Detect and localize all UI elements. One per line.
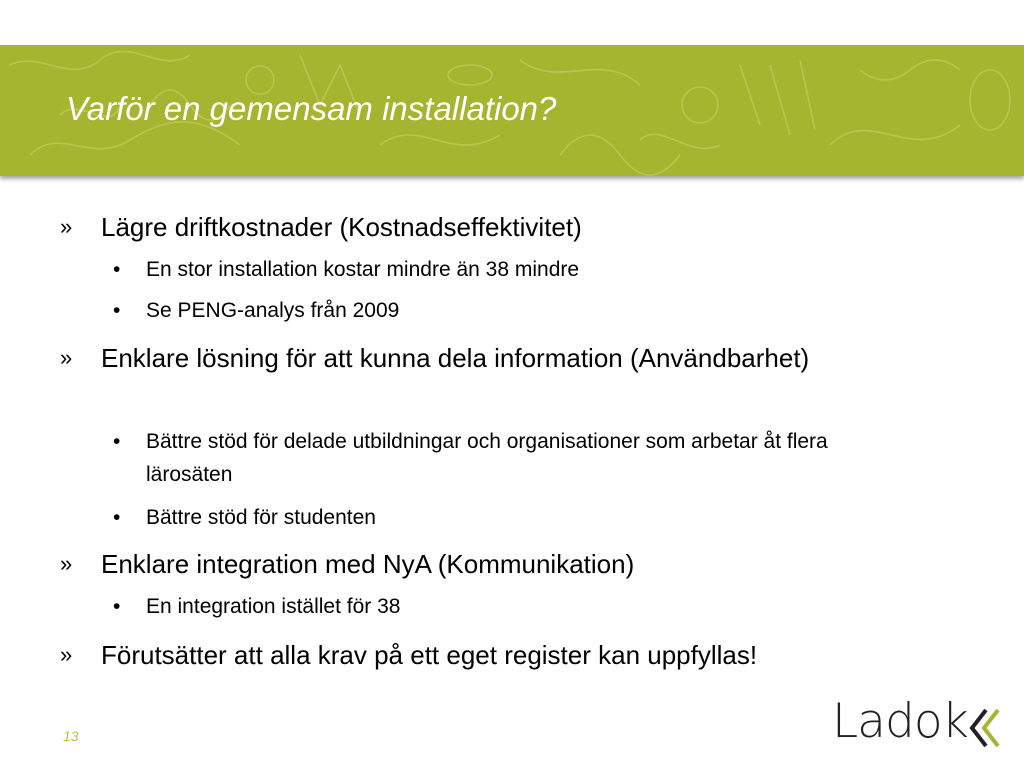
bullet-marker: » (60, 551, 73, 576)
sub-bullet-item (113, 294, 893, 327)
sub-bullet-text: Bättre stöd för studenten (146, 506, 376, 529)
sub-bullet-marker: • (113, 506, 121, 529)
ladok-logo (832, 694, 1002, 752)
sub-bullet-marker: • (113, 595, 121, 618)
title-band (0, 45, 1024, 176)
bullet-item (60, 338, 840, 378)
slide-title: Varför en gemensam installation? (66, 90, 557, 127)
sub-bullet-text: En stor installation kostar mindre än 38 mindre (146, 258, 580, 281)
bullet-text: Lägre driftkostnader (Kostnadseffektivitet) (101, 212, 582, 242)
sub-bullet-item (113, 253, 893, 286)
bullet-text: Enklare integration med NyA (Kommunikation) (101, 549, 635, 579)
bullet-item (60, 207, 960, 247)
bullet-marker: » (60, 214, 73, 239)
bullet-item (60, 544, 960, 584)
bullet-marker: » (60, 345, 73, 370)
bullet-marker: » (60, 642, 73, 667)
sub-bullet-item (113, 501, 893, 534)
sub-bullet-marker: • (113, 258, 121, 281)
sub-bullet-item (113, 425, 903, 491)
sub-bullet-marker: • (113, 430, 121, 453)
bullet-text: Förutsätter att alla krav på ett eget register kan uppfyllas! (101, 640, 758, 670)
logo-text: Ladok (832, 694, 968, 749)
sub-bullet-text: En integration istället för 38 (146, 595, 401, 618)
sub-bullet-item (113, 590, 893, 623)
bullet-text: Enklare lösning för att kunna dela information (Användbarhet) (101, 343, 810, 373)
sub-bullet-text: Se PENG-analys från 2009 (146, 299, 400, 322)
sub-bullet-text: Bättre stöd för delade utbildningar och organisationer som arbetar åt flera lärosäten (146, 430, 828, 486)
bullet-item (60, 635, 960, 675)
page-number: 13 (63, 728, 79, 744)
logo-chevron-icon (964, 700, 1004, 752)
sub-bullet-marker: • (113, 299, 121, 322)
